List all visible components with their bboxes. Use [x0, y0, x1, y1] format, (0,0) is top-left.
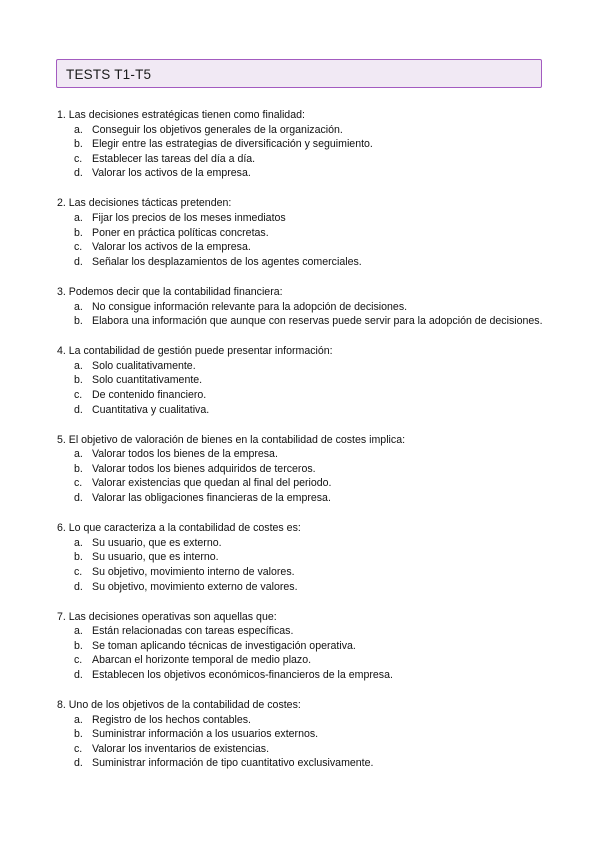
option-item: [57, 359, 543, 374]
question-list: [57, 108, 543, 787]
option-item: [57, 314, 543, 329]
option-letter: a.: [74, 359, 83, 372]
option-text: Elegir entre las estrategias de diversificación y seguimiento.: [92, 138, 373, 151]
question-6: [57, 521, 543, 594]
question-5: [57, 433, 543, 506]
option-item: [57, 226, 543, 241]
option-item: [57, 373, 543, 388]
option-item: [57, 756, 543, 771]
option-item: [57, 476, 543, 491]
option-letter: d.: [74, 757, 83, 770]
option-text: Fijar los precios de los meses inmediatos: [92, 212, 286, 225]
option-text: Valorar existencias que quedan al final del periodo.: [92, 477, 332, 490]
option-list: [57, 447, 543, 505]
question-4: [57, 344, 543, 417]
option-item: [57, 462, 543, 477]
option-letter: d.: [74, 403, 83, 416]
option-text: Valorar los activos de la empresa.: [92, 167, 251, 180]
option-item: [57, 166, 543, 181]
option-letter: c.: [74, 565, 83, 578]
option-letter: a.: [74, 625, 83, 638]
option-letter: c.: [74, 477, 83, 490]
option-text: Solo cuantitativamente.: [92, 374, 203, 387]
option-item: [57, 300, 543, 315]
option-letter: b.: [74, 138, 83, 151]
question-text: 7. Las decisiones operativas son aquellas que:: [57, 610, 277, 623]
option-item: [57, 447, 543, 462]
option-letter: a.: [74, 448, 83, 461]
question-2: [57, 196, 543, 269]
option-text: Registro de los hechos contables.: [92, 713, 251, 726]
option-text: Están relacionadas con tareas específicas.: [92, 625, 294, 638]
option-text: Su usuario, que es interno.: [92, 551, 219, 564]
option-list: [57, 624, 543, 682]
option-text: De contenido financiero.: [92, 389, 207, 401]
question-1: [57, 108, 543, 181]
option-text: Valorar todos los bienes de la empresa.: [92, 448, 278, 461]
question-3: [57, 285, 543, 329]
option-text: Su objetivo, movimiento externo de valores.: [92, 580, 298, 593]
option-text: Valorar las obligaciones financieras de la empresa.: [92, 492, 331, 505]
option-text: Valorar los inventarios de existencias.: [92, 742, 270, 755]
option-text: Señalar los desplazamientos de los agentes comerciales.: [92, 255, 362, 268]
question-text: 2. Las decisiones tácticas pretenden:: [57, 197, 232, 210]
option-text: Conseguir los objetivos generales de la organización.: [92, 123, 343, 136]
option-letter: c.: [74, 241, 83, 254]
option-list: [57, 713, 543, 771]
option-item: [57, 580, 543, 595]
option-item: [57, 152, 543, 167]
question-8: [57, 698, 543, 771]
option-letter: b.: [74, 226, 83, 239]
option-item: [57, 255, 543, 270]
option-letter: d.: [74, 255, 83, 268]
option-text: Valorar todos los bienes adquiridos de terceros.: [92, 462, 316, 475]
option-letter: b.: [74, 374, 83, 387]
question-text: 8. Uno de los objetivos de la contabilidad de costes:: [57, 699, 301, 712]
option-letter: a.: [74, 713, 83, 726]
option-letter: c.: [74, 742, 83, 755]
option-letter: d.: [74, 167, 83, 180]
option-text: Elabora una información que aunque con reservas puede servir para la adopción de decisiones.: [92, 315, 543, 328]
option-text: Establecer las tareas del día a día.: [92, 152, 256, 165]
option-list: [57, 300, 543, 329]
option-item: [57, 137, 543, 152]
option-item: [57, 565, 543, 580]
option-item: [57, 668, 543, 683]
option-item: [57, 123, 543, 138]
option-text: Su objetivo, movimiento interno de valores.: [92, 565, 295, 578]
option-item: [57, 491, 543, 506]
option-letter: a.: [74, 536, 83, 549]
option-letter: a.: [74, 300, 83, 313]
option-item: [57, 713, 543, 728]
question-text: 3. Podemos decir que la contabilidad financiera:: [57, 285, 283, 298]
option-text: Establecen los objetivos económicos-financieros de la empresa.: [92, 669, 393, 681]
option-letter: b.: [74, 551, 83, 564]
option-letter: b.: [74, 728, 83, 741]
option-item: [57, 550, 543, 565]
option-item: [57, 624, 543, 639]
option-list: [57, 123, 543, 181]
option-item: [57, 639, 543, 654]
option-text: Su usuario, que es externo.: [92, 536, 222, 549]
option-text: No consigue información relevante para la adopción de decisiones.: [92, 300, 408, 313]
option-list: [57, 359, 543, 417]
page-title: TESTS T1-T5: [56, 59, 542, 88]
option-text: Valorar los activos de la empresa.: [92, 241, 251, 254]
question-text: 6. Lo que caracteriza a la contabilidad de costes es:: [57, 522, 301, 535]
option-item: [57, 536, 543, 551]
option-item: [57, 240, 543, 255]
option-text: Suministrar información de tipo cuantitativo exclusivamente.: [92, 757, 374, 770]
option-text: Poner en práctica políticas concretas.: [92, 226, 269, 239]
option-text: Cuantitativa y cualitativa.: [92, 403, 210, 416]
option-letter: c.: [74, 654, 83, 667]
option-letter: d.: [74, 492, 83, 505]
option-text: Suministrar información a los usuarios externos.: [92, 728, 319, 741]
option-letter: b.: [74, 639, 83, 652]
option-letter: d.: [74, 669, 83, 681]
option-list: [57, 536, 543, 594]
option-letter: a.: [74, 123, 83, 136]
option-text: Se toman aplicando técnicas de investigación operativa.: [92, 639, 356, 652]
question-text: 4. La contabilidad de gestión puede presentar información:: [57, 345, 333, 358]
option-letter: a.: [74, 212, 83, 225]
question-7: [57, 610, 543, 683]
option-text: Abarcan el horizonte temporal de medio plazo.: [92, 654, 312, 667]
option-item: [57, 653, 543, 668]
question-text: 5. El objetivo de valoración de bienes en la contabilidad de costes implica:: [57, 433, 406, 446]
option-item: [57, 403, 543, 418]
option-letter: b.: [74, 462, 83, 475]
option-item: [57, 211, 543, 226]
question-text: 1. Las decisiones estratégicas tienen como finalidad:: [57, 109, 305, 121]
option-letter: c.: [74, 389, 83, 401]
option-text: Solo cualitativamente.: [92, 359, 196, 372]
option-letter: d.: [74, 580, 83, 593]
option-list: [57, 211, 543, 269]
option-item: [57, 727, 543, 742]
option-item: [57, 388, 543, 403]
option-letter: b.: [74, 315, 83, 328]
option-item: [57, 742, 543, 757]
option-letter: c.: [74, 152, 83, 165]
